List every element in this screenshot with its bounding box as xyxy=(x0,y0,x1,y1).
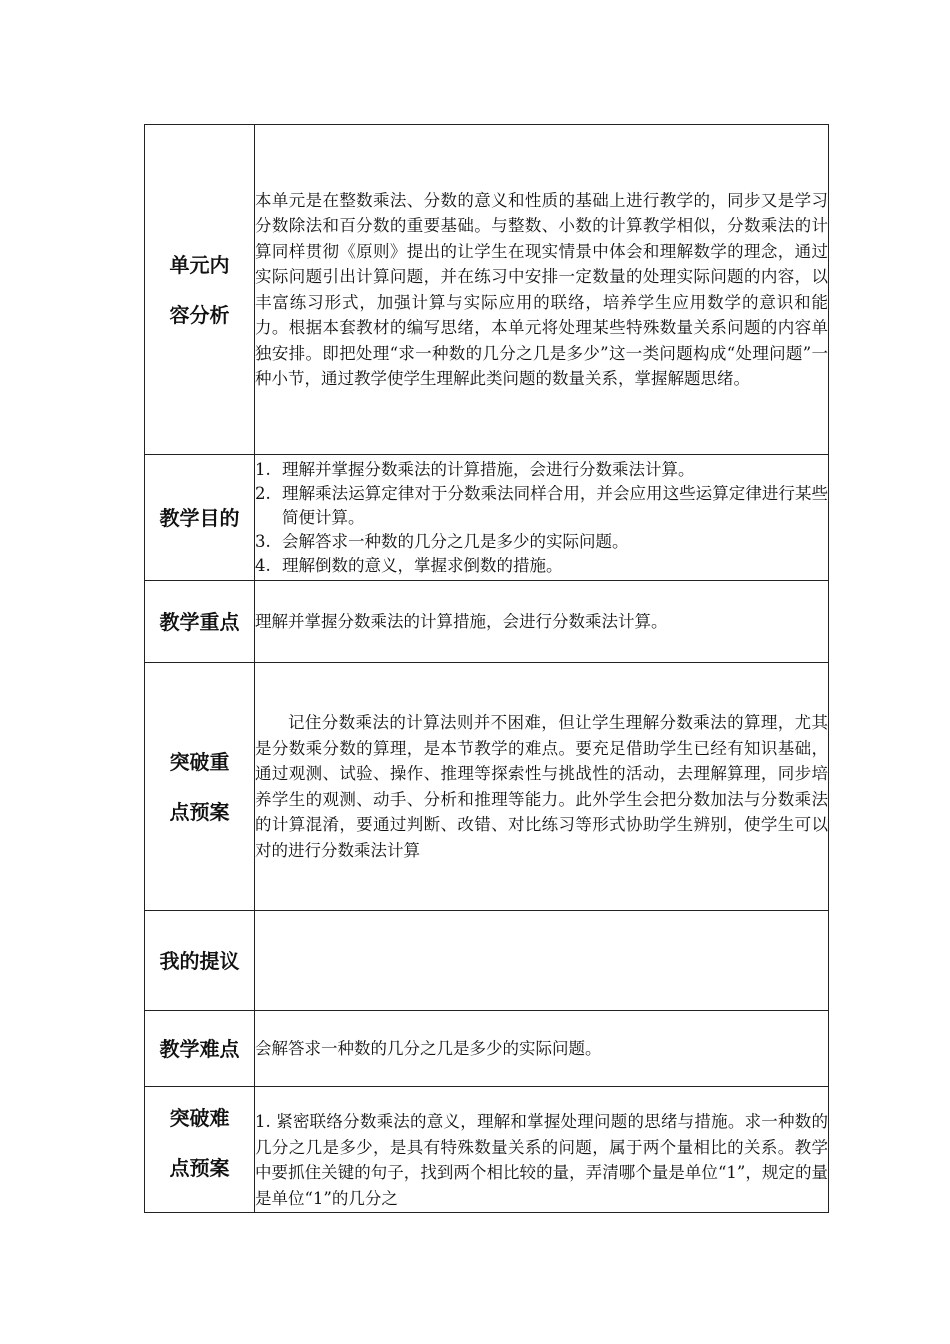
list-item xyxy=(255,482,828,530)
row-label-line-1: 突破重 xyxy=(169,749,230,774)
list-item xyxy=(255,458,828,482)
row-label-difficulty: 教学难点 xyxy=(145,1011,255,1087)
row-label-line-2: 点预案 xyxy=(169,799,230,824)
row-label-unit-analysis xyxy=(145,125,255,455)
row-label-my-suggestion: 我的提议 xyxy=(145,911,255,1011)
list-item-text: 理解乘法运算定律对于分数乘法同样合用，并会应用这些运算定律进行某些简便计算。 xyxy=(282,483,828,527)
difficulty-text: 会解答求一种数的几分之几是多少的实际问题。 xyxy=(255,1038,602,1058)
lesson-plan-table xyxy=(144,124,829,1213)
table-row-my-suggestion xyxy=(145,911,829,1011)
row-label-key-point-plan xyxy=(145,663,255,911)
key-point-text: 理解并掌握分数乘法的计算措施，会进行分数乘法计算。 xyxy=(255,611,668,631)
list-item-number: 2. xyxy=(255,483,271,503)
row-content-difficulty-plan xyxy=(255,1087,829,1213)
list-item-number: 1. xyxy=(255,459,271,479)
row-label-line-2: 容分析 xyxy=(169,302,230,327)
table-row-unit-analysis xyxy=(145,125,829,455)
row-content-my-suggestion xyxy=(255,911,829,1011)
row-content-unit-analysis xyxy=(255,125,829,455)
row-content-teaching-objectives xyxy=(255,455,829,581)
row-content-key-point xyxy=(255,581,829,663)
row-label-line-1: 突破难 xyxy=(169,1106,230,1130)
list-item-text: 会解答求一种数的几分之几是多少的实际问题。 xyxy=(282,531,629,551)
list-item-number: 3. xyxy=(255,531,271,551)
row-content-key-point-plan xyxy=(255,663,829,911)
row-label-key-point: 教学重点 xyxy=(145,581,255,663)
list-item xyxy=(255,554,828,578)
objectives-list xyxy=(255,458,828,578)
difficulty-plan-text: 1. 紧密联络分数乘法的意义，理解和掌握处理问题的思绪与措施。求一种数的几分之几是多少，是具有特殊数量关系的问题，属于两个量相比的关系。教学中要抓住关键的句子，找到两个相比较的量，弄清哪个量是单位“1”，规定的量是单位“1”的几分之 xyxy=(255,1112,828,1208)
row-label-difficulty-plan xyxy=(145,1087,255,1213)
table-row-key-point xyxy=(145,581,829,663)
table-row-key-point-plan xyxy=(145,663,829,911)
list-item-number: 4. xyxy=(255,555,271,575)
table-row-difficulty xyxy=(145,1011,829,1087)
key-point-plan-text: 记住分数乘法的计算法则并不困难，但让学生理解分数乘法的算理，尤其是分数乘分数的算理，是本节教学的难点。要充足借助学生已经有知识基础，通过观测、试验、操作、推理等探索性与挑战性的活动，去理解算理，同步培养学生的观测、动手、分析和推理等能力。此外学生会把分数加法与分数乘法的计算混淆，要通过判断、改错、对比练习等形式协助学生辨别，使学生可以对的进行分数乘法计算 xyxy=(255,713,828,860)
list-item xyxy=(255,530,828,554)
list-item-text: 理解倒数的意义，掌握求倒数的措施。 xyxy=(282,555,563,575)
list-item-text: 理解并掌握分数乘法的计算措施，会进行分数乘法计算。 xyxy=(282,459,695,479)
row-content-difficulty xyxy=(255,1011,829,1087)
row-label-teaching-objectives: 教学目的 xyxy=(145,455,255,581)
row-label-line-2: 点预案 xyxy=(169,1156,230,1180)
table-row-teaching-objectives xyxy=(145,455,829,581)
unit-analysis-text: 本单元是在整数乘法、分数的意义和性质的基础上进行教学的，同步又是学习分数除法和百分数的重要基础。与整数、小数的计算教学相似，分数乘法的计算同样贯彻《原则》提出的让学生在现实情景中体会和理解数学的理念，通过实际问题引出计算问题，并在练习中安排一定数量的处理实际问题的内容，以丰富练习形式，加强计算与实际应用的联络，培养学生应用数学的意识和能力。根据本套教材的编写思绪，本单元将处理某些特殊数量关系问题的内容单独安排。即把处理“求一种数的几分之几是多少”这一类问题构成“处理问题”一种小节，通过教学使学生理解此类问题的数量关系，掌握解题思绪。 xyxy=(255,190,828,388)
row-label-line-1: 单元内 xyxy=(169,252,230,277)
table-row-difficulty-plan xyxy=(145,1087,829,1213)
